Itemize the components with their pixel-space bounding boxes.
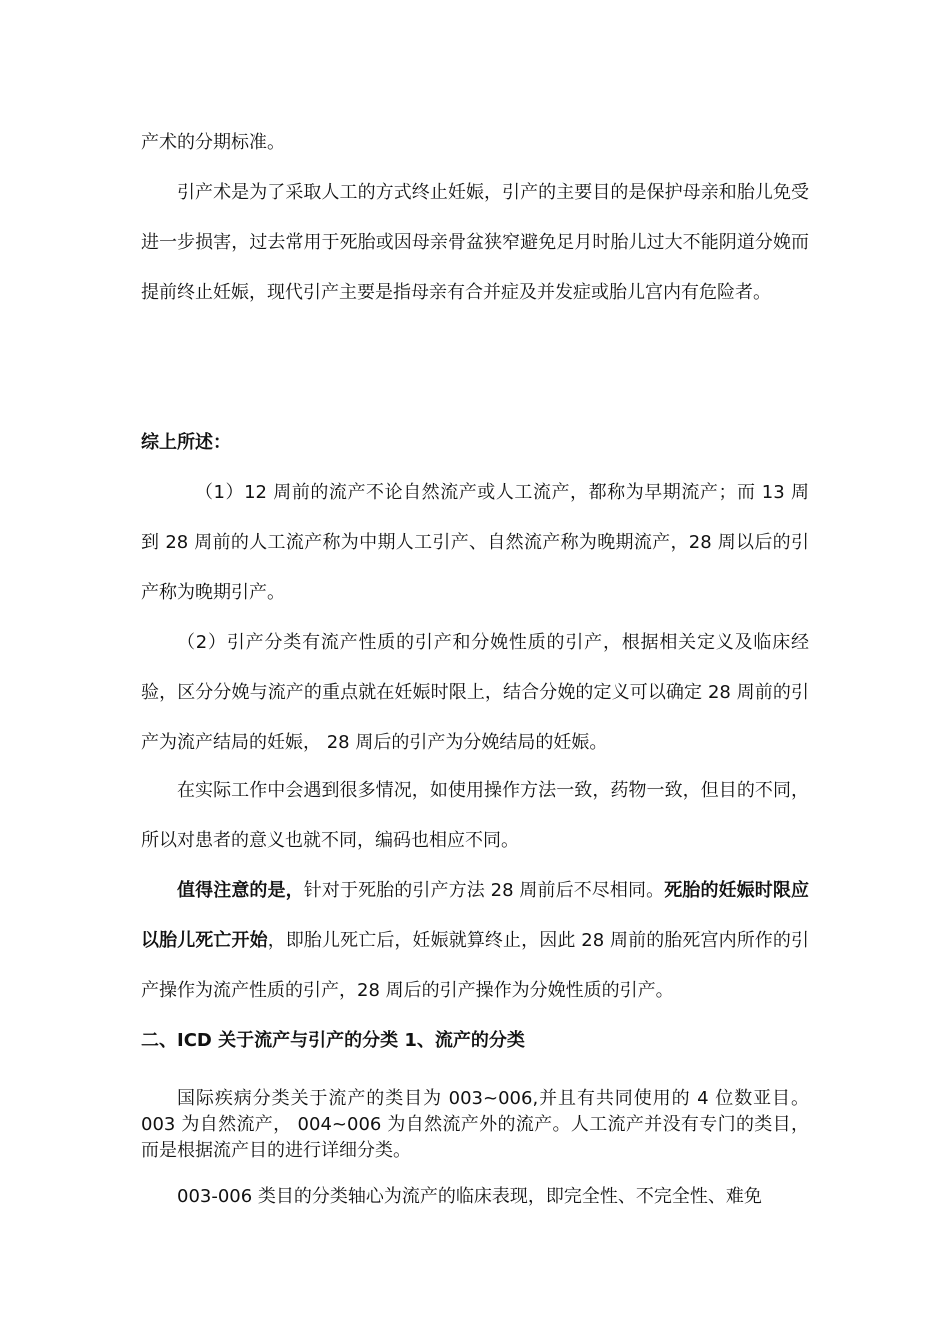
paragraph-classification-axis: 003-006 类目的分类轴心为流产的临床表现，即完全性、不完全性、难免	[177, 1186, 762, 1207]
paragraph-summary-2: （2）引产分类有流产性质的引产和分娩性质的引产，根据相关定义及临床经验，区分分娩与流产的重点就在妊娠时限上，结合分娩的定义可以确定 28 周前的引产为流产结局的妊娠， 28 周后的引产为分娩结局的妊娠。	[141, 632, 809, 753]
section-heading: 二、ICD 关于流产与引产的分类 1、流产的分类	[141, 1030, 525, 1051]
paragraph-summary-1: （1）12 周前的流产不论自然流产或人工流产，都称为早期流产；而 13 周到 28 周前的人工流产称为中期人工引产、自然流产称为晚期流产，28 周以后的引产称为晚期引产。	[141, 482, 809, 603]
emphasis-note: 值得注意的是，	[177, 880, 304, 901]
paragraph-stillbirth-note	[141, 866, 809, 1016]
paragraph-practice: 在实际工作中会遇到很多情况，如使用操作方法一致，药物一致，但目的不同，所以对患者的意义也就不同，编码也相应不同。	[141, 780, 809, 851]
note-text-2: ，即胎儿死亡后，妊娠就算终止，因此 28 周前的胎死宫内所作的引产操作为流产性质的引产，28 周后的引产操作为分娩性质的引产。	[141, 930, 809, 1001]
summary-heading: 综上所述：	[141, 432, 231, 453]
paragraph-induction-definition: 引产术是为了采取人工的方式终止妊娠，引产的主要目的是保护母亲和胎儿免受进一步损害，过去常用于死胎或因母亲骨盆狭窄避免足月时胎儿过大不能阴道分娩而提前终止妊娠，现代引产主要是指母亲有合并症及并发症或胎儿宫内有危险者。	[141, 182, 809, 303]
note-text-1: 针对于死胎的引产方法 28 周前后不尽相同。	[303, 880, 665, 901]
paragraph-continuation: 产术的分期标准。	[141, 132, 285, 153]
paragraph-icd-categories: 国际疾病分类关于流产的类目为 003~006,并且有共同使用的 4 位数亚目。003 为自然流产， 004~006 为自然流产外的流产。人工流产并没有专门的类目，而是根据流产目的进行详细分类。	[141, 1088, 809, 1161]
emphasis-stillbirth: 死胎的妊娠时限应以胎儿死亡开始	[141, 880, 809, 951]
